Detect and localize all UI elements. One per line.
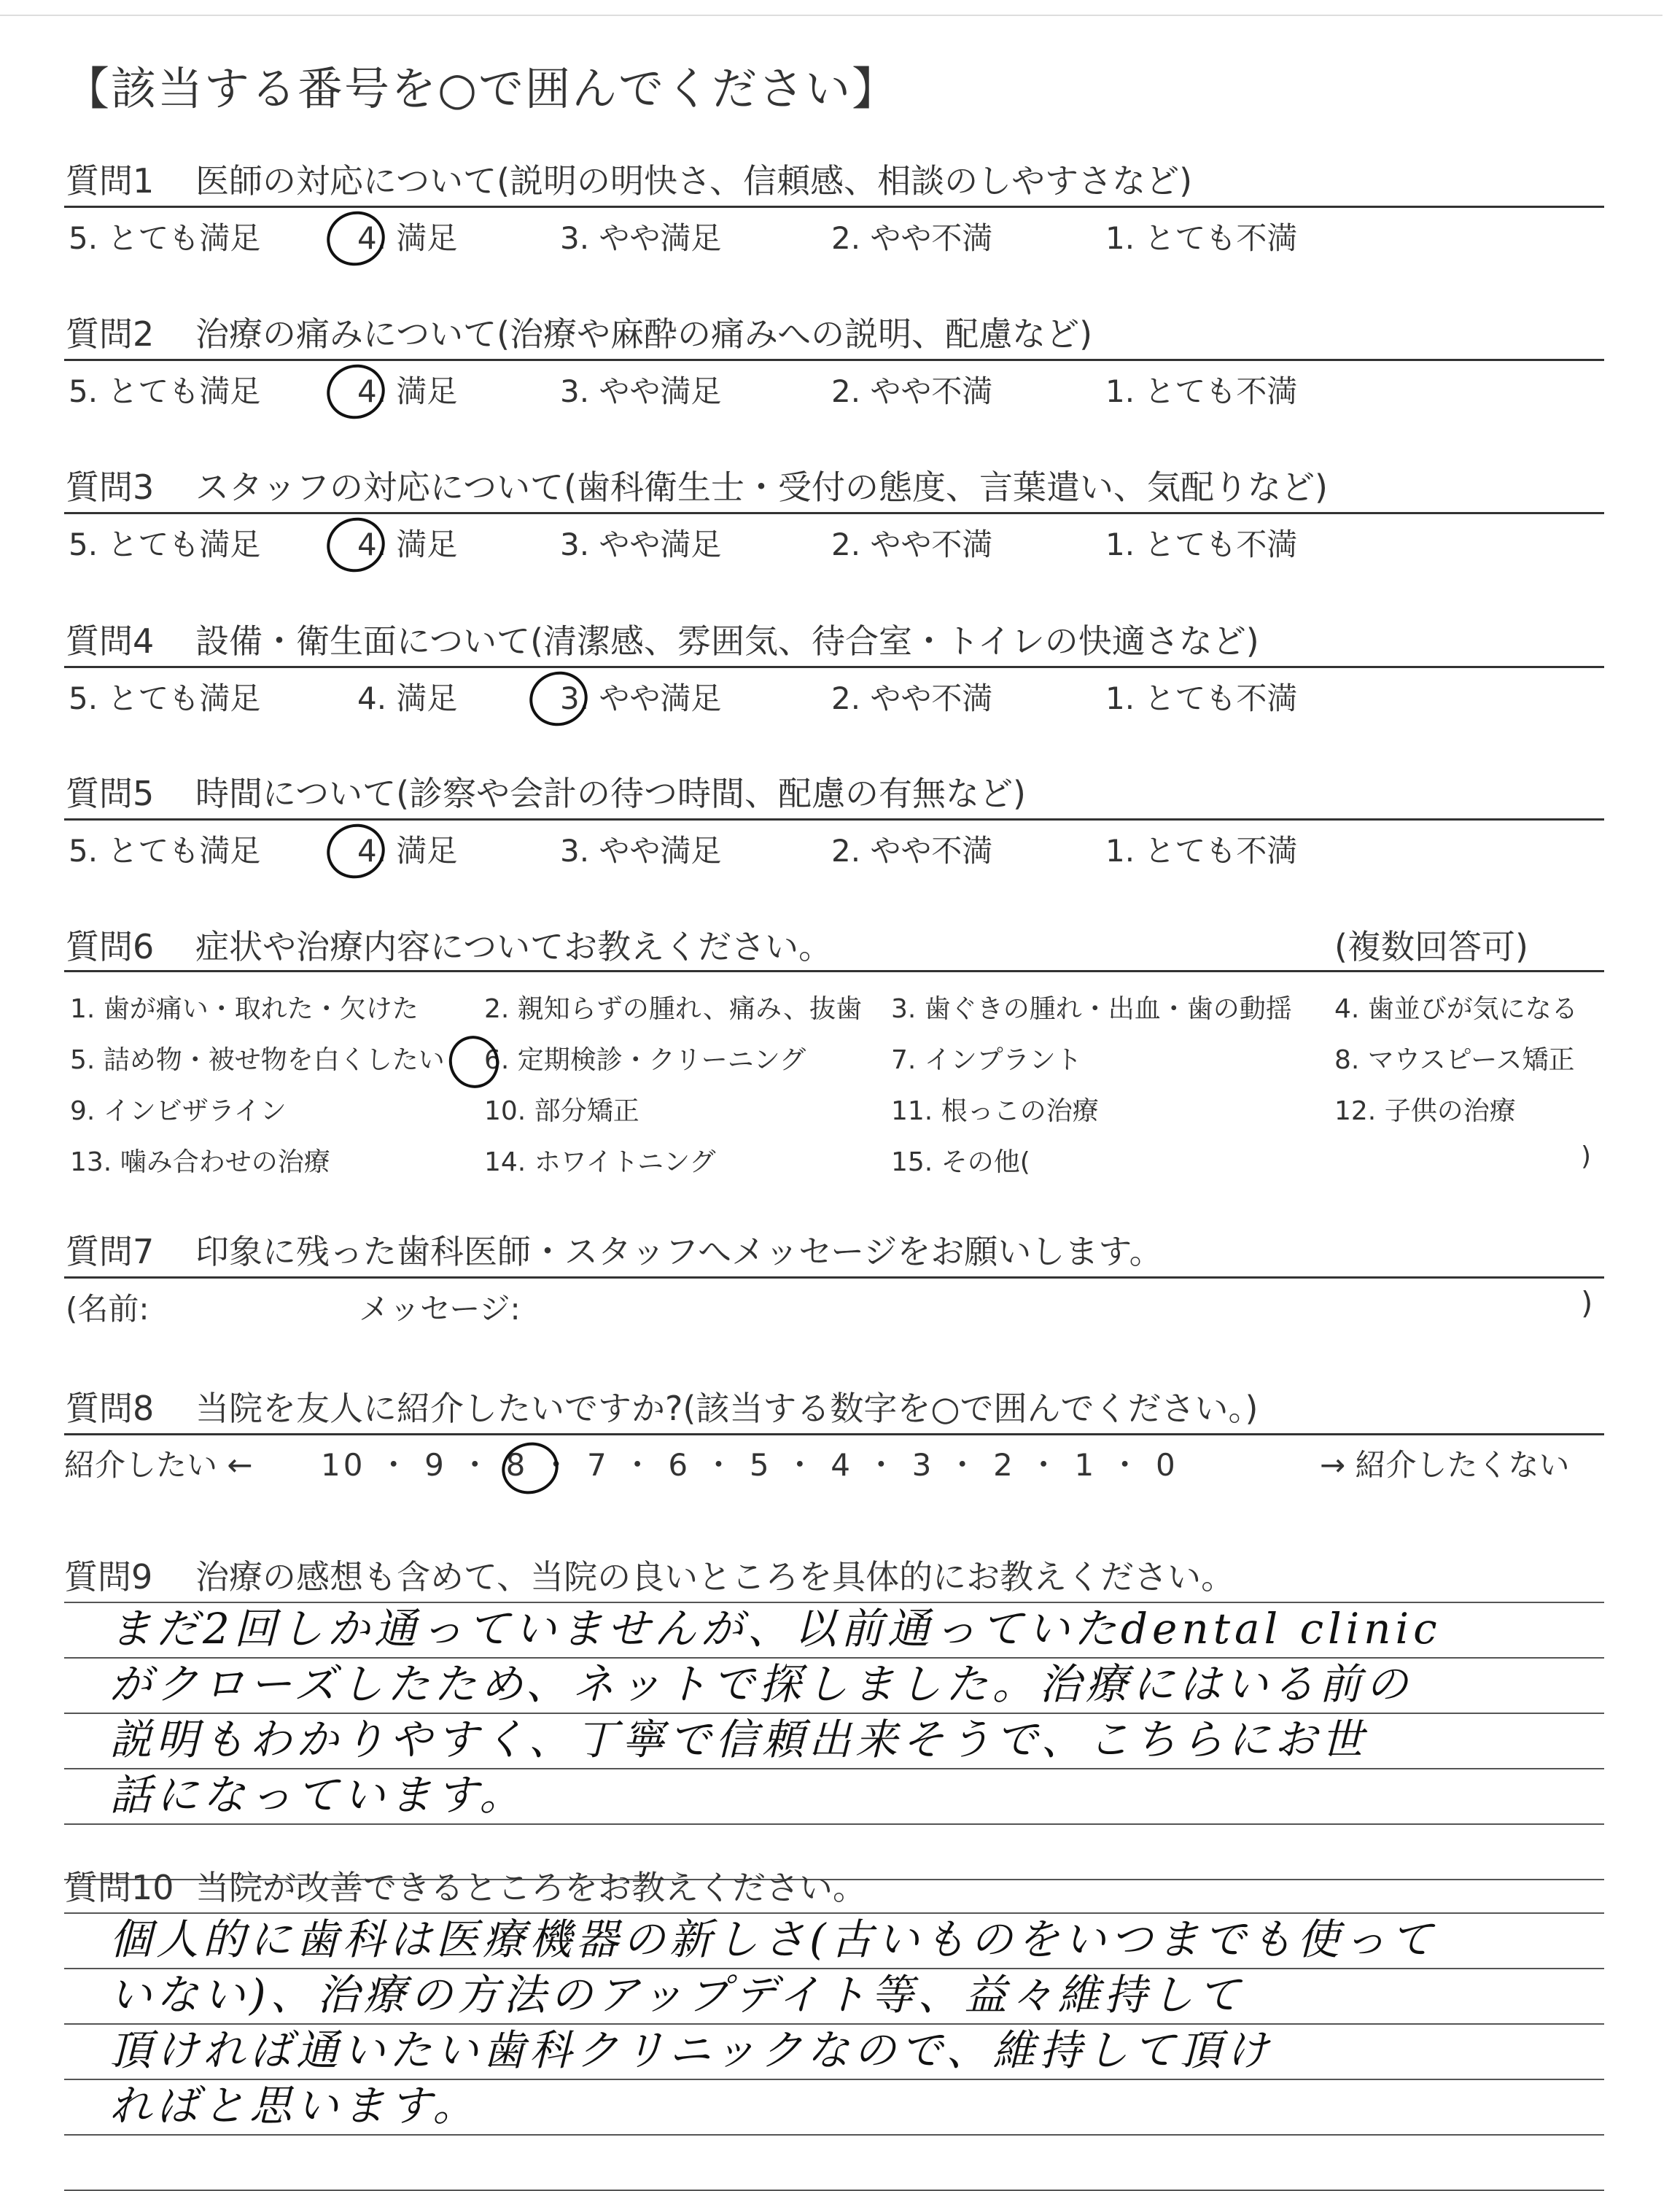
handwritten-line: 説明もわかりやすく、丁寧で信頼出来そうで、こちらにお世 — [109, 1715, 1368, 1764]
q10-label: 質問10 — [64, 1868, 174, 1907]
question-rule — [64, 666, 1604, 668]
handwritten-line: 話になっています。 — [109, 1770, 526, 1820]
symptom-option: 14. ホワイトニング — [484, 1147, 716, 1177]
question-label: 質問3 — [66, 468, 155, 507]
rating-option: 5. とても満足 — [69, 833, 261, 869]
rating-option: 4. 満足 — [357, 833, 458, 869]
rating-option: 4. 満足 — [357, 680, 458, 716]
q8-rule — [64, 1433, 1604, 1435]
rating-option: 5. とても満足 — [69, 680, 261, 716]
handwritten-line: 頂ければ通いたい歯科クリニックなので、維持して頂け — [109, 2025, 1273, 2075]
q8-label: 質問8 — [66, 1389, 155, 1428]
rating-option: 2. やや不満 — [831, 680, 993, 716]
q7-message-label: メッセージ: — [359, 1291, 521, 1327]
q6-label: 質問6 — [66, 927, 155, 966]
question-rule — [64, 206, 1604, 208]
question-label: 質問4 — [66, 621, 155, 661]
question-text: 設備・衛生面について(清潔感、雰囲気、待合室・トイレの快適さなど) — [195, 621, 1259, 661]
rating-option: 2. やや不満 — [831, 527, 993, 562]
question-label: 質問1 — [66, 161, 155, 201]
question-rule — [64, 512, 1604, 514]
rating-option: 3. やや満足 — [560, 680, 722, 716]
symptom-option: 12. 子供の治療 — [1334, 1096, 1516, 1126]
scan-edge — [0, 15, 1662, 16]
rating-option: 3. やや満足 — [560, 833, 722, 869]
q9-text: 治療の感想も含めて、当院の良いところを具体的にお教えください。 — [195, 1557, 1235, 1597]
answer-rule — [64, 1823, 1604, 1825]
rating-option: 1. とても不満 — [1105, 527, 1298, 562]
symptom-option: 6. 定期検診・クリーニング — [484, 1045, 806, 1075]
handwritten-line: ればと思います。 — [109, 2081, 480, 2130]
rating-option: 5. とても満足 — [69, 220, 261, 256]
q7-close: ) — [1581, 1285, 1593, 1321]
symptom-option: 5. 詰め物・被せ物を白くしたい — [70, 1045, 445, 1075]
q8-text: 当院を友人に紹介したいですか?(該当する数字を○で囲んでください。) — [195, 1389, 1259, 1428]
rating-option: 3. やや満足 — [560, 527, 722, 562]
question-text: 医師の対応について(説明の明快さ、信頼感、相談のしやすさなど) — [195, 161, 1193, 201]
answer-rule — [64, 2134, 1604, 2136]
rating-option: 2. やや不満 — [831, 220, 993, 256]
rating-option: 1. とても不満 — [1105, 680, 1298, 716]
handwritten-line: まだ2回しか通っていませんが、以前通っていたdental clinic — [109, 1604, 1442, 1653]
question-text: スタッフの対応について(歯科衛生士・受付の態度、言葉遣い、気配りなど) — [195, 468, 1328, 507]
rating-option: 2. やや不満 — [831, 833, 993, 869]
q6-text: 症状や治療内容についてお教えください。 — [195, 927, 833, 966]
rating-option: 1. とても不満 — [1105, 220, 1298, 256]
question-rule — [64, 359, 1604, 361]
rating-option: 3. やや満足 — [560, 373, 722, 409]
question-text: 治療の痛みについて(治療や麻酔の痛みへの説明、配慮など) — [195, 314, 1093, 354]
q7-rule — [64, 1276, 1604, 1279]
symptom-option: 3. 歯ぐきの腫れ・出血・歯の動揺 — [891, 994, 1292, 1024]
symptom-option: 4. 歯並びが気になる — [1334, 994, 1578, 1024]
symptom-option: 13. 噛み合わせの治療 — [70, 1147, 330, 1177]
symptom-option: 1. 歯が痛い・取れた・欠けた — [70, 994, 419, 1024]
rating-option: 4. 満足 — [357, 527, 458, 562]
q7-label: 質問7 — [66, 1232, 155, 1271]
rating-option: 1. とても不満 — [1105, 373, 1298, 409]
q6-note: (複数回答可) — [1334, 927, 1528, 966]
rating-option: 5. とても満足 — [69, 527, 261, 562]
rating-option: 2. やや不満 — [831, 373, 993, 409]
rating-option: 1. とても不満 — [1105, 833, 1298, 869]
symptom-option: 15. その他( — [891, 1147, 1030, 1177]
q6-rule — [64, 970, 1604, 972]
symptom-option: 7. インプラント — [891, 1045, 1082, 1075]
question-text: 時間について(診察や会計の待つ時間、配慮の有無など) — [195, 774, 1026, 813]
q8-left: 紹介したい ← — [64, 1447, 253, 1483]
symptom-option: 10. 部分矯正 — [484, 1096, 639, 1126]
rating-option: 4. 満足 — [357, 220, 458, 256]
rating-option: 5. とても満足 — [69, 373, 261, 409]
symptom-option: ) — [1581, 1141, 1592, 1171]
handwritten-line: いない)、治療の方法のアップデイト等、益々維持して — [109, 1970, 1245, 2020]
page-title: 【該当する番号を○で囲んでください】 — [64, 62, 899, 115]
question-label: 質問2 — [66, 314, 155, 354]
rating-option: 4. 満足 — [357, 373, 458, 409]
symptom-option: 2. 親知らずの腫れ、痛み、抜歯 — [484, 994, 863, 1024]
q10-text: 当院が改善できるところをお教えください。 — [195, 1868, 866, 1907]
q9-label: 質問9 — [64, 1557, 153, 1597]
symptom-option: 8. マウスピース矯正 — [1334, 1045, 1575, 1075]
q8-right: → 紹介したくない — [1320, 1447, 1570, 1483]
handwritten-line: 個人的に歯科は医療機器の新しさ(古いものをいつまでも使って — [109, 1915, 1437, 1964]
symptom-option: 9. インビザライン — [70, 1096, 287, 1126]
handwritten-line: がクローズしたため、ネットで探しました。治療にはいる前の — [109, 1659, 1412, 1709]
question-rule — [64, 818, 1604, 821]
q7-text: 印象に残った歯科医師・スタッフへメッセージをお願いします。 — [195, 1232, 1163, 1271]
question-label: 質問5 — [66, 774, 155, 813]
symptom-option: 11. 根っこの治療 — [891, 1096, 1099, 1126]
rating-option: 3. やや満足 — [560, 220, 722, 256]
q8-scale: 10 ・ 9 ・ 8 ・ 7 ・ 6 ・ 5 ・ 4 ・ 3 ・ 2 ・ 1 ・ 0 — [321, 1447, 1178, 1483]
q7-name-label: (名前: — [66, 1291, 149, 1327]
